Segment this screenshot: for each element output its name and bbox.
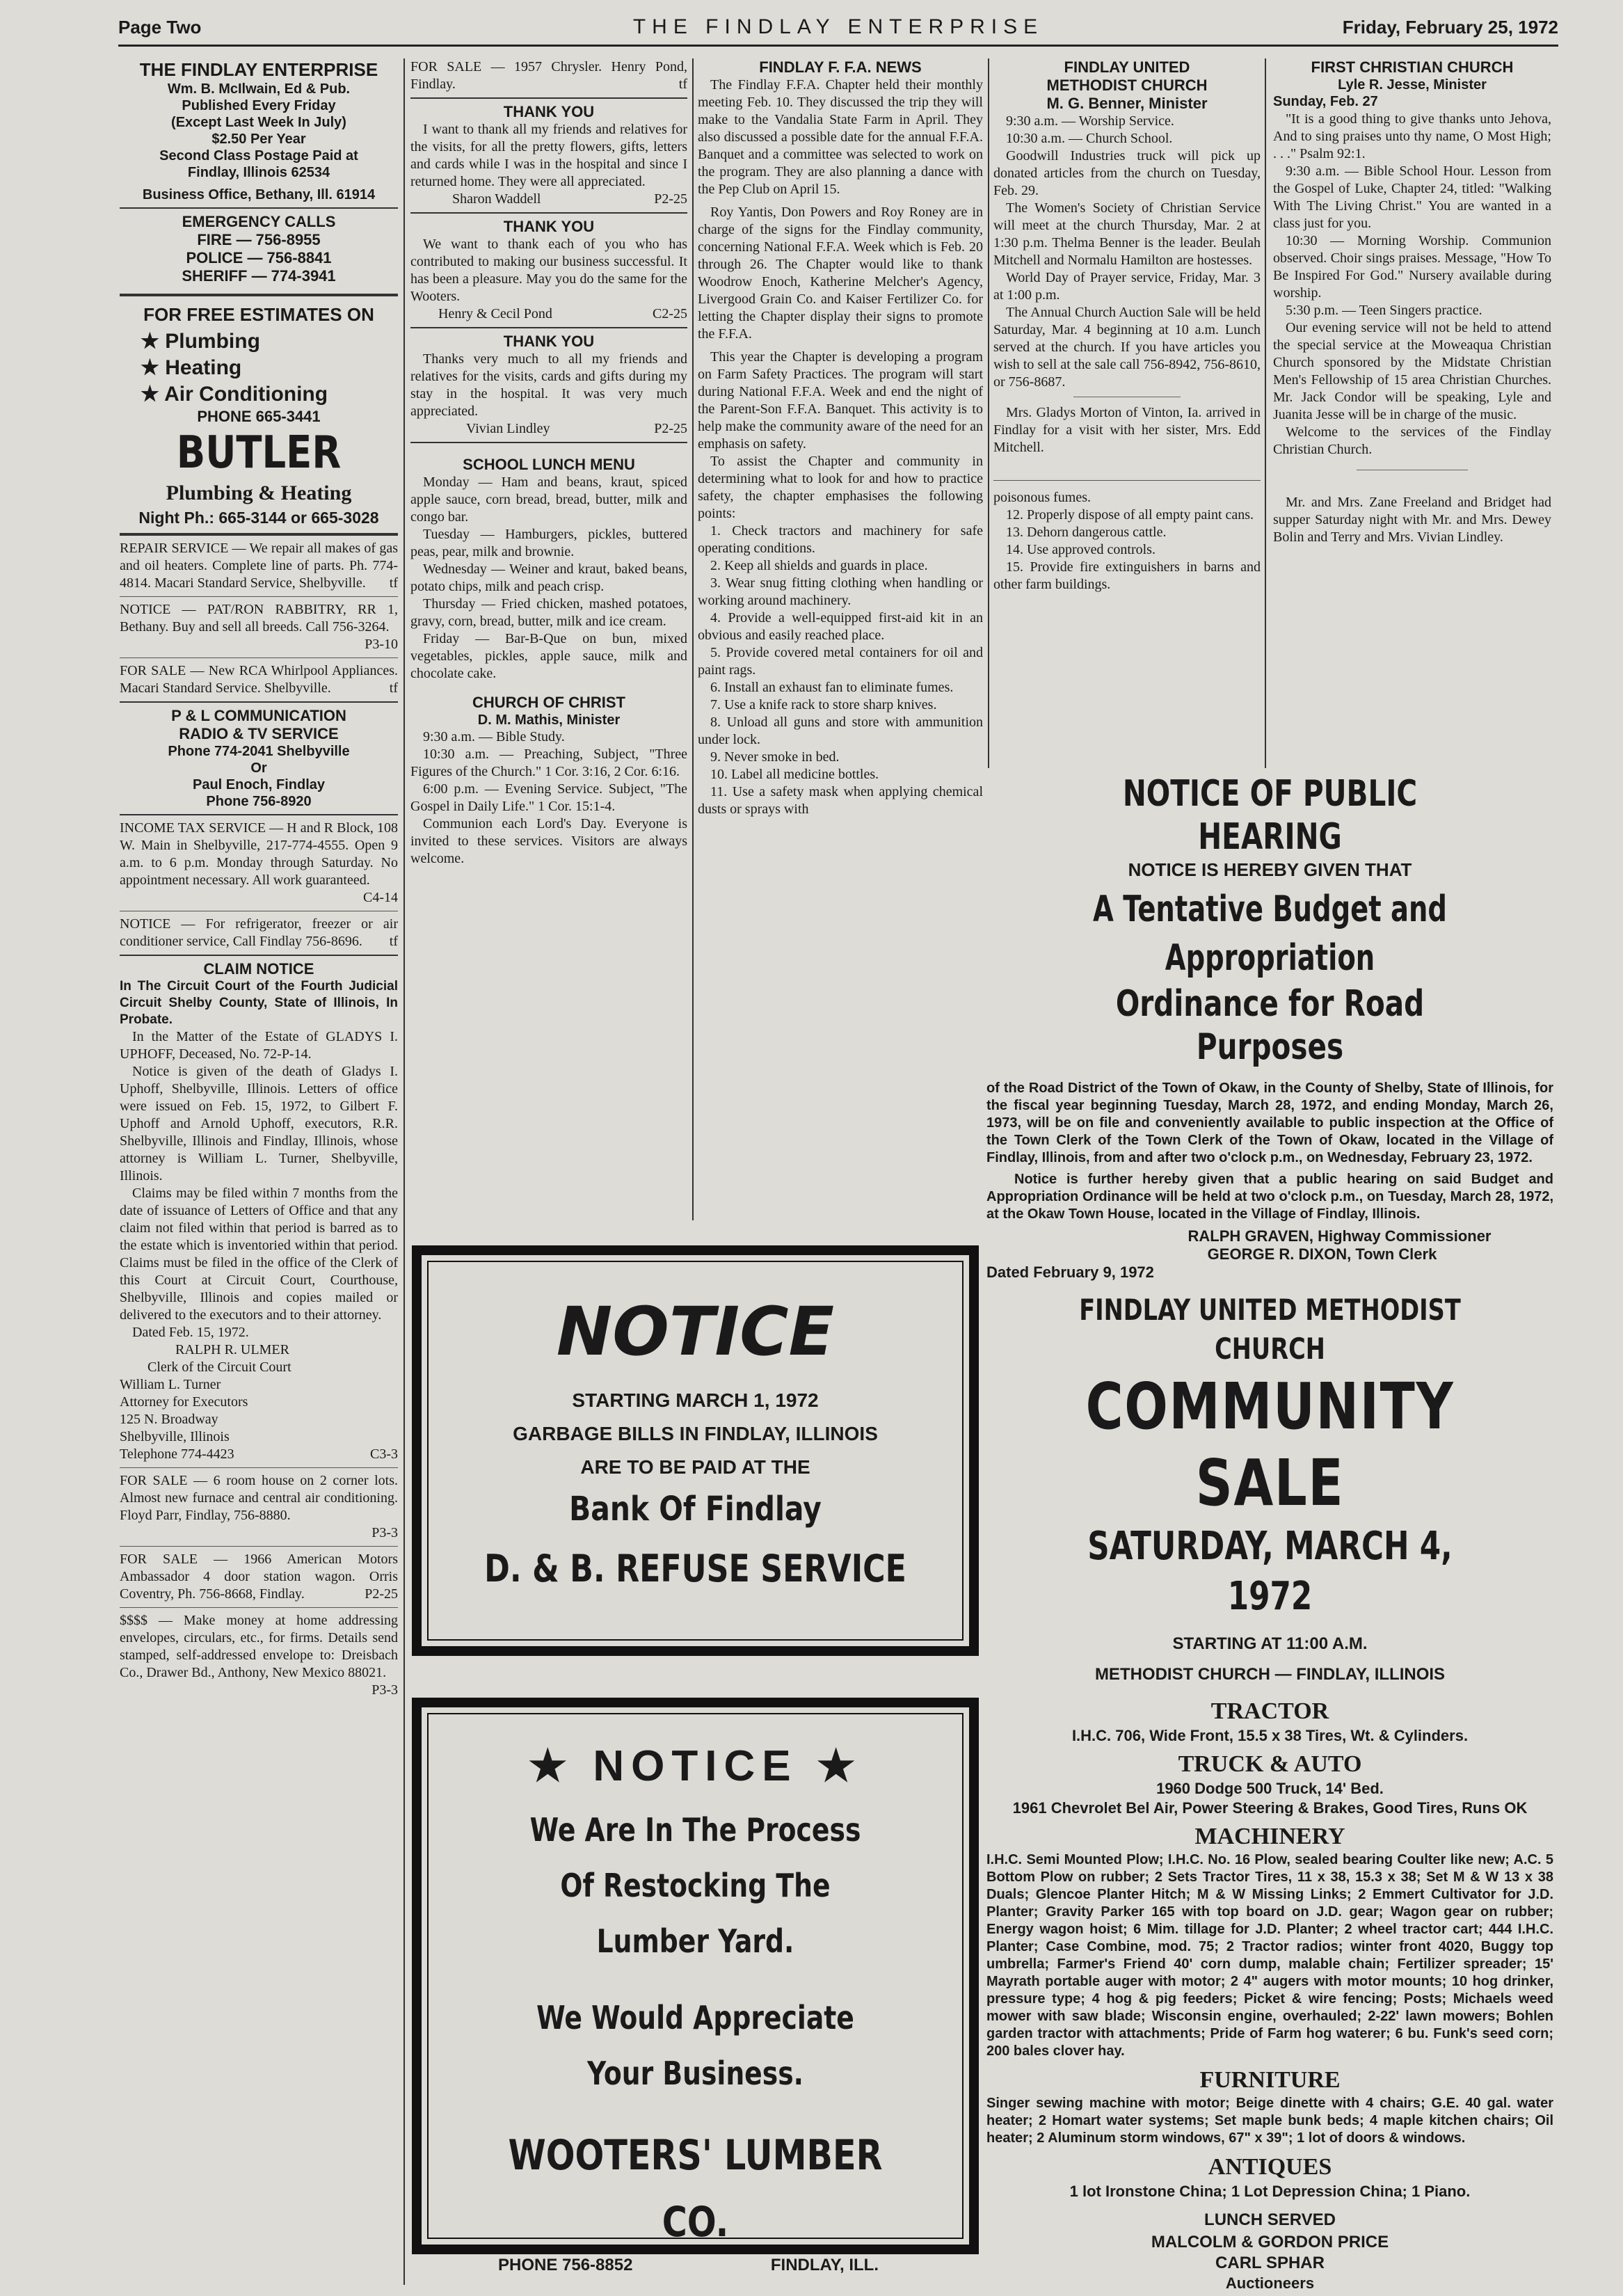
church-item: Communion each Lord's Day. Everyone is invited to these services. Visitors are always welcome. <box>410 816 687 866</box>
classified-code: P3-3 <box>371 1525 398 1540</box>
sale-item: 1960 Dodge 500 Truck, 14' Bed. <box>1156 1780 1384 1797</box>
ffa-point: 10. Label all medicine bottles. <box>710 767 879 782</box>
hearing-body: Notice is further hereby given that a public hearing on said Budget and Appropriation Ordinance will be held at two o'clock p.m., on Tuesday, March 28, 1972, at the Okaw Town House, located in the Village of Findlay, Illinois. <box>986 1172 1553 1222</box>
emergency-sheriff: SHERIFF — 774-3941 <box>182 267 336 285</box>
church-title: CHURCH OF CHRIST <box>472 694 625 711</box>
claim-sign: RALPH R. ULMER <box>175 1342 289 1357</box>
umc-title: FINDLAY UNITED <box>1064 58 1190 76</box>
pl-line: Paul Enoch, Findlay <box>192 777 326 792</box>
notice-bank: Bank Of Findlay <box>569 1490 822 1529</box>
notice-line: ARE TO BE PAID AT THE <box>580 1456 810 1478</box>
lumber-title: ★ NOTICE ★ <box>528 1742 863 1790</box>
star-icon: ★ <box>528 1742 575 1790</box>
butler-subtitle: Plumbing & Heating <box>166 481 352 504</box>
star-icon: ★ <box>141 383 159 406</box>
pl-line: RADIO & TV SERVICE <box>179 725 339 742</box>
masthead <box>118 14 1558 47</box>
sale-section-heading: FURNITURE <box>1199 2067 1341 2093</box>
claim-atty: Attorney for Executors <box>120 1394 248 1410</box>
claim-head: In The Circuit Court of the Fourth Judicial Circuit Shelby County, State of Illinois, In Probate. <box>120 979 398 1027</box>
sale-machinery: I.H.C. Semi Mounted Plow; I.H.C. No. 16 Plow, sealed bearing Coulter like new; A.C. 5 Bottom Plow on rubber; 2 Sets Tractor Tires, 11 x 38, 15.3 x 38; Set M & W 13 x 38 Duals; Glencoe Planter Hitch; M & W Missing Links; 2 Emmert Cultivator for J.D. Planter; Gravity Parker 165 with top board on J.D. gear; Wagon gear on rubber; Energy wagon hoist; 6 Mim. tillage for J.D. Planter; 2 wheel tractor cart; 444 I.H.C. Planter; Case Combine, mod. 75; 2 Tractor radios; winter front 4020, Buggy top umbrella; Farmer's Friend 40' corn dump, malable chain; Fertilizer spreader; 15' Mayrath portable auger with motor; 2 4" augers with motor mounts; 10 hog drinker, pressure type; 4 hog & pig feeders; Picket & wire fencing; Posts; Michaels weed mower with saw blade; Wisconsin engine, overhauled; 2-22' lawn mowers; Bohlen garden tractor with attachments; Pride of Farm hog waterer; 6 bu. Funk's seed corn; 200 bales clover hay. <box>986 1852 1553 2059</box>
fcc-item: 10:30 — Morning Worship. Communion observed. Choir sings praises. Message, "How To Be Inspired For God." Nursery available during worship. <box>1273 233 1551 301</box>
umc-minister: M. G. Benner, Minister <box>1046 95 1208 112</box>
ffa-point: 4. Provide a well-equipped first-aid kit in an obvious and easily reached place. <box>698 610 983 643</box>
hearing-title: NOTICE OF PUBLIC HEARING <box>1122 773 1418 858</box>
hearing-body: of the Road District of the Town of Okaw, in the County of Shelby, State of Illinois, for the fiscal year beginning Tuesday, March 28, 1972, and ending Monday, March 26, 1973, will be on file and conveniently available to public inspection at the Office of the Town Clerk of the Town Clerk of the Town of Okaw, located in the Village of Findlay, Illinois, from and after two o'clock p.m., on Wednesday, February 23, 1972. <box>986 1081 1553 1165</box>
ffa-point: 11. Use a safety mask when applying chemical dusts or sprays with <box>698 784 983 817</box>
star-icon: ★ <box>816 1742 863 1790</box>
fcc-item: "It is a good thing to give thanks unto Jehova, And to sing praises unto thy name, O Most High; . . ." Psalm 92:1. <box>1273 111 1551 161</box>
church-item: 6:00 p.m. — Evening Service. Subject, "The Gospel in Daily Life." 1 Cor. 15:1-4. <box>410 781 687 814</box>
butler-item: ★ Plumbing <box>141 330 260 353</box>
hearing-given: NOTICE IS HEREBY GIVEN THAT <box>1128 859 1412 880</box>
fcc-item: Our evening service will not be held to attend the special service at the Moweaqua Christian Church sponsored by the Midstate Christian Men's Fellowship of 15 area Christian Churches. Mr. Jack Condor will be speaking, Lyle and Juanita Jesse will be in charge of the music. <box>1273 320 1551 422</box>
garbage-notice-box <box>412 1245 979 1656</box>
ffa-continued: 12. Properly dispose of all empty paint cans. <box>1006 507 1254 523</box>
ffa-point: 1. Check tractors and machinery for safe operating conditions. <box>698 523 983 556</box>
community-sale <box>986 1291 1553 2292</box>
ffa-paragraph: This year the Chapter is developing a program on Farm Safety Practices. The program will start during National F.F.A. Week and end the night of the Parent-Son F.F.A. Banquet. This activity is to help make the community aware of the need for an emphasis on safety. <box>698 349 983 452</box>
lumber-line: Lumber Yard. <box>596 1922 794 1960</box>
publisher-line: (Except Last Week In July) <box>171 115 346 130</box>
classified-car: FOR SALE — 1966 American Motors Ambassador 4 door station wagon. Orris Coventry, Ph. 756-8668, Findlay. P2-25 <box>120 1552 398 1602</box>
classified-money: $$$$ — Make money at home addressing envelopes, circulars, etc., for firms. Details send stamped, self-addressed envelope to: Dreisbach Co., Drawer Bd., Anthony, New Mexico 88021. P3-3 <box>120 1613 398 1698</box>
fcc-date: Sunday, Feb. 27 <box>1273 94 1378 109</box>
pl-line: Phone 774-2041 Shelbyville <box>168 744 350 759</box>
ffa-point: 2. Keep all shields and guards in place. <box>710 558 928 573</box>
lunch-day: Wednesday — Weiner and kraut, baked beans, potato chips, milk and peach crisp. <box>410 561 687 594</box>
emergency-title: EMERGENCY CALLS <box>182 213 336 230</box>
star-icon: ★ <box>141 356 159 379</box>
claim-atty: William L. Turner <box>120 1377 221 1392</box>
hearing-headline: Ordinance for Road Purposes <box>1115 983 1425 1068</box>
column-4 <box>993 58 1261 775</box>
hearing-sign: RALPH GRAVEN, Highway Commissioner <box>1188 1227 1492 1245</box>
lumber-phone: PHONE 756-8852 <box>498 2256 633 2274</box>
thankyou-title: THANK YOU <box>503 333 595 350</box>
lumber-notice-content <box>422 1735 969 2279</box>
sale-section-heading: TRUCK & AUTO <box>1178 1751 1362 1777</box>
lunch-day: Thursday — Fried chicken, mashed potatoes, gravy, corn, bread, butter, milk and ice cream. <box>410 596 687 629</box>
sale-title: COMMUNITY SALE <box>1085 1369 1455 1520</box>
butler-item: ★ Air Conditioning <box>141 383 328 406</box>
claim-paragraph: Claims may be filed within 7 months from the date of issuance of Letters of Office and that any claim not filed within that period is barred as to the estate which is inventoried within that period. Claims must be filed in the office of the Clerk of this Court at Circuit Court, Courthouse, Shelbyville, Illinois and copies mailed or delivered to the executors and to their attorney. <box>120 1186 398 1323</box>
thankyou-title: THANK YOU <box>503 103 595 120</box>
sale-section-heading: MACHINERY <box>1194 1824 1345 1849</box>
hearing-sign: GEORGE R. DIXON, Town Clerk <box>1207 1245 1437 1263</box>
classified-code: P3-10 <box>365 637 398 652</box>
umc-item: 9:30 a.m. — Worship Service. <box>1006 113 1174 129</box>
claim-atty: Shelbyville, Illinois <box>120 1429 230 1444</box>
thankyou-sign: Sharon Waddell P2-25 <box>452 191 687 207</box>
thankyou-text: We want to thank each of you who has contributed to making our business successful. It has been a pleasure. May you do the same for the Wooters. <box>410 237 687 304</box>
lumber-name: WOOTERS' LUMBER CO. <box>508 2131 883 2247</box>
classified-income-tax: INCOME TAX SERVICE — H and R Block, 108 W. Main in Shelbyville, 217-774-4555. Open 9 a.m. to 6 p.m. Monday through Saturday. No appointment necessary. All work guaranteed. C4-14 <box>120 820 398 905</box>
thankyou-title: THANK YOU <box>503 218 595 235</box>
ffa-point: 8. Unload all guns and store with ammunition under lock. <box>698 715 983 747</box>
sale-auctioneer: MALCOLM & GORDON PRICE <box>1151 2233 1389 2251</box>
thankyou-sign: Vivian Lindley P2-25 <box>466 421 687 436</box>
sale-furniture: Singer sewing machine with motor; Beige dinette with 4 chairs; G.E. 40 gal. water heater; 2 Homart water systems; Set maple bunk beds; 4 maple kitchen chairs; Oil heater; 2 Aluminum storm windows, 67" x 39"; 1 lot of doors & windows. <box>986 2096 1553 2146</box>
umc-title: METHODIST CHURCH <box>1046 77 1208 94</box>
sale-auctioneer: CARL SPHAR <box>1215 2254 1325 2272</box>
thankyou-text: Thanks very much to all my friends and relatives for the visits, cards and gifts during my stay in the hospital. It was very much appreciated. <box>410 351 687 419</box>
public-hearing <box>986 772 1553 1281</box>
ffa-point: 5. Provide covered metal containers for oil and paint rags. <box>698 645 983 678</box>
notice-title: NOTICE <box>556 1293 835 1371</box>
star-icon: ★ <box>141 330 159 353</box>
hearing-dated: Dated February 9, 1972 <box>986 1263 1154 1281</box>
ffa-continued: 15. Provide fire extinguishers in barns and other farm buildings. <box>993 559 1261 592</box>
umc-item: World Day of Prayer service, Friday, Mar. 3 at 1:00 p.m. <box>993 270 1261 303</box>
lumber-line: We Are In The Process <box>529 1811 861 1849</box>
ffa-continued: 14. Use approved controls. <box>1006 542 1156 557</box>
ffa-title: FINDLAY F. F.A. NEWS <box>759 58 922 76</box>
column-rule <box>403 58 405 2285</box>
column-3 <box>698 58 983 1227</box>
sale-antiques: 1 lot Ironstone China; 1 Lot Depression China; 1 Piano. <box>1069 2183 1471 2200</box>
fcc-title: FIRST CHRISTIAN CHURCH <box>1311 58 1514 76</box>
umc-item: The Annual Church Auction Sale will be held Saturday, Mar. 4 beginning at 10 a.m. Lunch served at the church. If you have articles you wish to sell at the sale call 756-8942, 756-8610, or 756-8687. <box>993 305 1261 390</box>
column-rule <box>988 58 989 768</box>
garbage-notice-content <box>422 1293 969 1604</box>
sale-auctioneer-label: Auctioneers <box>1225 2274 1315 2292</box>
umc-item: 10:30 a.m. — Church School. <box>1006 131 1173 146</box>
sale-section-heading: ANTIQUES <box>1208 2154 1332 2180</box>
sale-start: STARTING AT 11:00 A.M. <box>1172 1634 1368 1653</box>
classified-fridge: NOTICE — For refrigerator, freezer or air conditioner service, Call Findlay 756-8696. tf <box>120 916 398 949</box>
butler-heading: FOR FREE ESTIMATES ON <box>143 304 374 325</box>
sale-date: SATURDAY, MARCH 4, 1972 <box>1087 1524 1453 1619</box>
issue-date: Friday, February 25, 1972 <box>1342 17 1558 38</box>
lumber-appreciate: We Would Appreciate <box>536 1999 854 2036</box>
publisher-title: THE FINDLAY ENTERPRISE <box>139 59 378 80</box>
pl-line: Phone 756-8920 <box>206 794 312 809</box>
ffa-point: 6. Install an exhaust fan to eliminate fumes. <box>710 680 954 695</box>
claim-paragraph: Notice is given of the death of Gladys I. Uphoff, Shelbyville, Illinois. Letters of office were issued on Feb. 15, 1972, to Gilbert F. Uphoff and Arnold Uphoff, executors, R.R. Shelbyville, Illinois and Findlay, Illinois, whose attorney is William L. Turner, Shelbyville, Illinois. <box>120 1064 398 1183</box>
sale-place: METHODIST CHURCH — FINDLAY, ILLINOIS <box>1094 1665 1446 1684</box>
pl-line: P & L COMMUNICATION <box>171 707 346 724</box>
publisher-line: Wm. B. McIlwain, Ed & Pub. <box>167 81 351 97</box>
ffa-paragraph: The Findlay F.F.A. Chapter held their monthly meeting Feb. 10. They discussed the trip they will make to the Vandalia State Farm in April. They also discussed a possible date for the annual F.F.A. Banquet and a committee was selected to work on the program. They are also planning a dance with the Pep Club on April 15. <box>698 77 983 197</box>
pl-line: Or <box>250 760 267 776</box>
claim-atty: 125 N. Broadway <box>120 1412 218 1427</box>
claim-dated: Dated Feb. 15, 1972. <box>132 1325 249 1340</box>
column-rule <box>692 58 694 1220</box>
hearing-headline: A Tentative Budget and Appropriation <box>1093 888 1447 979</box>
butler-phone: PHONE 665-3441 <box>197 408 321 425</box>
publisher-line: $2.50 Per Year <box>211 131 306 147</box>
lunch-day: Friday — Bar-B-Que on bun, mixed vegetables, pickles, apple sauce, milk and chocolate cake. <box>410 631 687 681</box>
lunch-day: Monday — Ham and beans, kraut, spiced apple sauce, corn bread, bread, butter, milk and congo bar. <box>410 475 687 525</box>
column-5 <box>1273 58 1551 775</box>
lumber-appreciate: Your Business. <box>586 2055 804 2092</box>
ffa-paragraph: To assist the Chapter and community in determining what to look for and how to practice safety, the chapter emphasises the following points: <box>698 454 983 521</box>
butler-name: BUTLER <box>176 427 342 479</box>
ffa-point: 9. Never smoke in bed. <box>710 749 840 765</box>
ffa-paragraph: Roy Yantis, Don Powers and Roy Roney are in charge of the signs for the Findlay community, concerning National F.F.A. Week which is Feb. 20 through 26. The Chapter would like to thank Woodrow Enoch, Katherine Melcher's Agency, Livergood Grain Co. and Kaiser Fertilizer Co. for letting the Chapter display their signs to promote the F.F.A. <box>698 205 983 342</box>
fcc-minister: Lyle R. Jesse, Minister <box>1338 77 1487 93</box>
publisher-line: Published Every Friday <box>182 98 336 113</box>
umc-item: Goodwill Industries truck will pick up donated articles from the church on Tuesday, Feb. 29. <box>993 148 1261 198</box>
church-item: 9:30 a.m. — Bible Study. <box>423 729 565 744</box>
classified-chrysler: FOR SALE — 1957 Chrysler. Henry Pond, Findlay. tf <box>410 59 687 92</box>
emergency-fire: FIRE — 756-8955 <box>197 231 321 248</box>
ffa-point: 3. Wear snug fitting clothing when handling or working around machinery. <box>698 575 983 608</box>
church-item: 10:30 a.m. — Preaching, Subject, "Three Figures of the Church." 1 Cor. 3:16, 2 Cor. 6:16. <box>410 747 687 779</box>
claim-title: CLAIM NOTICE <box>203 960 314 978</box>
fcc-item: 9:30 a.m. — Bible School Hour. Lesson from the Gospel of Luke, Chapter 24, titled: "Walking With The Living Christ." You are wanted in a class just for you. <box>1273 164 1551 231</box>
church-minister: D. M. Mathis, Minister <box>477 712 621 728</box>
ffa-point: 7. Use a knife rack to store sharp knives. <box>710 697 937 712</box>
butler-item: ★ Heating <box>141 356 242 379</box>
classified-house: FOR SALE — 6 room house on 2 corner lots. Almost new furnace and central air conditioning. Floyd Parr, Findlay, 756-8880. <box>120 1473 398 1523</box>
lumber-town: FINDLAY, ILL. <box>770 2256 879 2274</box>
thankyou-text: I want to thank all my friends and relatives for the visits, for all the pretty flowers, gifts, letters and cards while I was in the hospital and since I returned home. They were all appreciated. <box>410 122 687 189</box>
butler-night-phone: Night Ph.: 665-3144 or 665-3028 <box>138 509 379 527</box>
fcc-item: Welcome to the services of the Findlay Christian Church. <box>1273 424 1551 457</box>
claim-atty: Telephone 774-4423 C3-3 <box>120 1446 398 1462</box>
ffa-continued: 13. Dehorn dangerous cattle. <box>1006 525 1167 540</box>
claim-sign: Clerk of the Circuit Court <box>147 1360 291 1375</box>
paper-title: THE FINDLAY ENTERPRISE <box>632 15 1044 38</box>
umc-item: The Women's Society of Christian Service will meet at the church Thursday, Mar. 2 at 1:30 p.m. Thelma Benner is the leader. Beulah Mitchell and Normalu Hamilton are hostesses. <box>993 200 1261 268</box>
thankyou-sign: Henry & Cecil Pond C2-25 <box>438 306 687 321</box>
column-1 <box>120 58 398 2285</box>
publisher-line: Findlay, Illinois 62534 <box>187 165 330 180</box>
morton-item: Mrs. Gladys Morton of Vinton, Ia. arrived in Findlay for a visit with her sister, Mrs. Edd Mitchell. <box>993 405 1261 455</box>
publisher-line: Second Class Postage Paid at <box>159 148 358 164</box>
fcc-item: 5:30 p.m. — Teen Singers practice. <box>1286 303 1482 318</box>
notice-line: GARBAGE BILLS IN FINDLAY, ILLINOIS <box>513 1423 878 1444</box>
lumber-line: Of Restocking The <box>560 1867 831 1904</box>
column-2 <box>410 58 687 1227</box>
notice-service: D. & B. REFUSE SERVICE <box>484 1547 906 1591</box>
claim-paragraph: In the Matter of the Estate of GLADYS I. UPHOFF, Deceased, No. 72-P-14. <box>120 1029 398 1062</box>
column-rule <box>1265 58 1266 768</box>
sale-item: 1961 Chevrolet Bel Air, Power Steering & Brakes, Good Tires, Runs OK <box>1012 1799 1528 1817</box>
emergency-police: POLICE — 756-8841 <box>186 249 332 266</box>
sale-lunch: LUNCH SERVED <box>1204 2210 1336 2229</box>
freeland-item: Mr. and Mrs. Zane Freeland and Bridget had supper Saturday night with Mr. and Mrs. Dewey Bolin and Terry and Mrs. Vivian Lindley. <box>1273 495 1551 545</box>
lumber-notice-box <box>412 1698 979 2274</box>
notice-line: STARTING MARCH 1, 1972 <box>572 1389 819 1411</box>
lunch-day: Tuesday — Hamburgers, pickles, buttered peas, pear, milk and brownie. <box>410 527 687 559</box>
ffa-continued: poisonous fumes. <box>993 490 1091 505</box>
publisher-line: Business Office, Bethany, Ill. 61914 <box>142 187 376 202</box>
sale-church: FINDLAY UNITED METHODIST CHURCH <box>1079 1293 1461 1366</box>
lumber-contact <box>422 2256 969 2279</box>
sale-item: I.H.C. 706, Wide Front, 15.5 x 38 Tires, Wt. & Cylinders. <box>1071 1727 1469 1744</box>
sale-section-heading: TRACTOR <box>1210 1698 1329 1724</box>
page-number: Page Two <box>118 17 202 38</box>
classified-rabbitry: NOTICE — PAT/RON RABBITRY, RR 1, Bethany. Buy and sell all breeds. Call 756-3264. <box>120 602 398 635</box>
lunch-title: SCHOOL LUNCH MENU <box>463 456 635 473</box>
classified-rca: FOR SALE — New RCA Whirlpool Appliances. Macari Standard Service. Shelbyville. tf <box>120 663 398 696</box>
classified-repair: REPAIR SERVICE — We repair all makes of gas and oil heaters. Complete line of parts. Ph. 774-4814. Macari Standard Service, Shelbyville. tf <box>120 541 398 591</box>
